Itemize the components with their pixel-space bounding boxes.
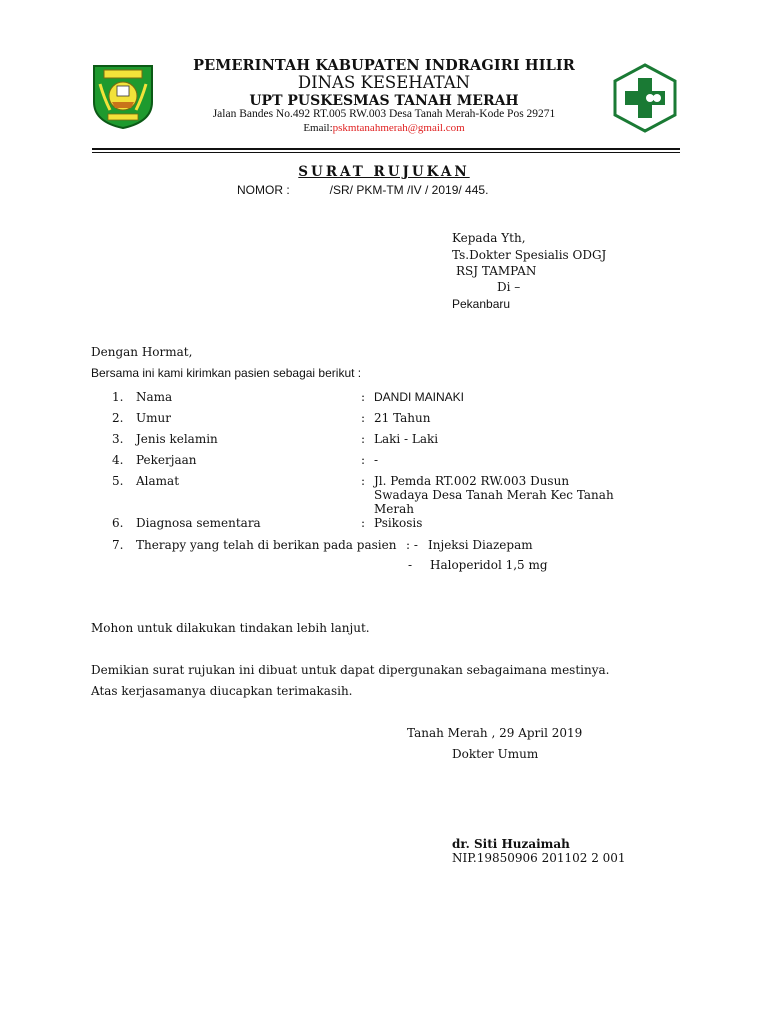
- government-name: PEMERINTAH KABUPATEN INDRAGIRI HILIR: [193, 57, 575, 74]
- row-number: 6.: [112, 516, 124, 530]
- row-number: 5.: [112, 474, 124, 488]
- letterhead-divider-thick: [92, 148, 680, 150]
- letter-number-label: NOMOR :: [237, 183, 290, 197]
- closing-thanks: Atas kerjasamanya diucapkan terimakasih.: [91, 684, 353, 698]
- letter-number: [237, 183, 488, 197]
- clinic-address: Jalan Bandes No.492 RT.005 RW.003 Desa Tanah Merah-Kode Pos 29271: [212, 108, 556, 120]
- address-line: Merah: [374, 502, 415, 516]
- address-line: Swadaya Desa Tanah Merah Kec Tanah: [374, 488, 614, 502]
- row-colon: :: [361, 516, 366, 530]
- row-label: Pekerjaan: [136, 453, 197, 467]
- signature-nip: NIP.19850906 201102 2 001: [452, 851, 626, 865]
- recipient-title: Ts.Dokter Spesialis ODGJ: [452, 248, 607, 262]
- therapy-marker: -: [408, 558, 413, 572]
- clinic-name: UPT PUSKESMAS TANAH MERAH: [249, 93, 519, 109]
- row-number: 7.: [112, 538, 124, 552]
- row-label: Umur: [136, 411, 171, 425]
- intro-text: Bersama ini kami kirimkan pasien sebagai berikut :: [91, 366, 362, 380]
- patient-address: [374, 474, 614, 516]
- recipient-di: Di –: [497, 280, 521, 294]
- greeting: Dengan Hormat,: [91, 345, 193, 359]
- patient-age: 21 Tahun: [374, 411, 431, 425]
- patient-diagnosis: Psikosis: [374, 516, 423, 530]
- row-label: Alamat: [136, 474, 180, 488]
- email-link[interactable]: pskmtanahmerah@gmail.com: [332, 122, 465, 134]
- therapy-item: Haloperidol 1,5 mg: [430, 558, 548, 572]
- row-label: Therapy yang telah di berikan pada pasien: [136, 538, 397, 552]
- row-number: 4.: [112, 453, 124, 467]
- row-label: Diagnosa sementara: [136, 516, 261, 530]
- patient-occupation: -: [374, 453, 379, 467]
- closing-statement: Demikian surat rujukan ini dibuat untuk dapat dipergunakan sebagaimana mestinya.: [91, 663, 610, 677]
- address-line: Jl. Pemda RT.002 RW.003 Dusun: [374, 474, 570, 488]
- clinic-email-line: [160, 122, 608, 134]
- email-label: Email:: [303, 122, 333, 134]
- signature-role: Dokter Umum: [452, 747, 539, 761]
- row-number: 3.: [112, 432, 124, 446]
- recipient-city: Pekanbaru: [452, 297, 511, 311]
- patient-sex: Laki - Laki: [374, 432, 439, 446]
- recipient-institution: RSJ TAMPAN: [456, 264, 537, 278]
- row-colon: :: [361, 474, 366, 488]
- row-colon: :: [361, 453, 366, 467]
- row-colon: :: [361, 390, 366, 404]
- row-colon: :: [361, 411, 366, 425]
- therapy-item: Injeksi Diazepam: [428, 538, 533, 552]
- row-number: 1.: [112, 390, 124, 404]
- closing-request: Mohon untuk dilakukan tindakan lebih lanjut.: [91, 621, 370, 635]
- therapy-marker: : -: [406, 538, 418, 552]
- row-label: Jenis kelamin: [136, 432, 218, 446]
- puskesmas-cross-icon: [611, 62, 679, 134]
- letter-number-value: /SR/ PKM-TM /IV / 2019/ 445.: [329, 183, 489, 197]
- row-colon: :: [361, 432, 366, 446]
- letter-title: SURAT RUJUKAN: [298, 164, 470, 180]
- signature-place-date: Tanah Merah , 29 April 2019: [407, 726, 583, 740]
- patient-name: DANDI MAINAKI: [374, 390, 465, 404]
- row-number: 2.: [112, 411, 124, 425]
- signature-name: dr. Siti Huzaimah: [452, 837, 570, 851]
- letterhead-divider-thin: [92, 152, 680, 153]
- agency-name: DINAS KESEHATAN: [297, 73, 471, 92]
- recipient-salutation: Kepada Yth,: [452, 231, 526, 245]
- regency-emblem-icon: [90, 62, 156, 130]
- row-label: Nama: [136, 390, 173, 404]
